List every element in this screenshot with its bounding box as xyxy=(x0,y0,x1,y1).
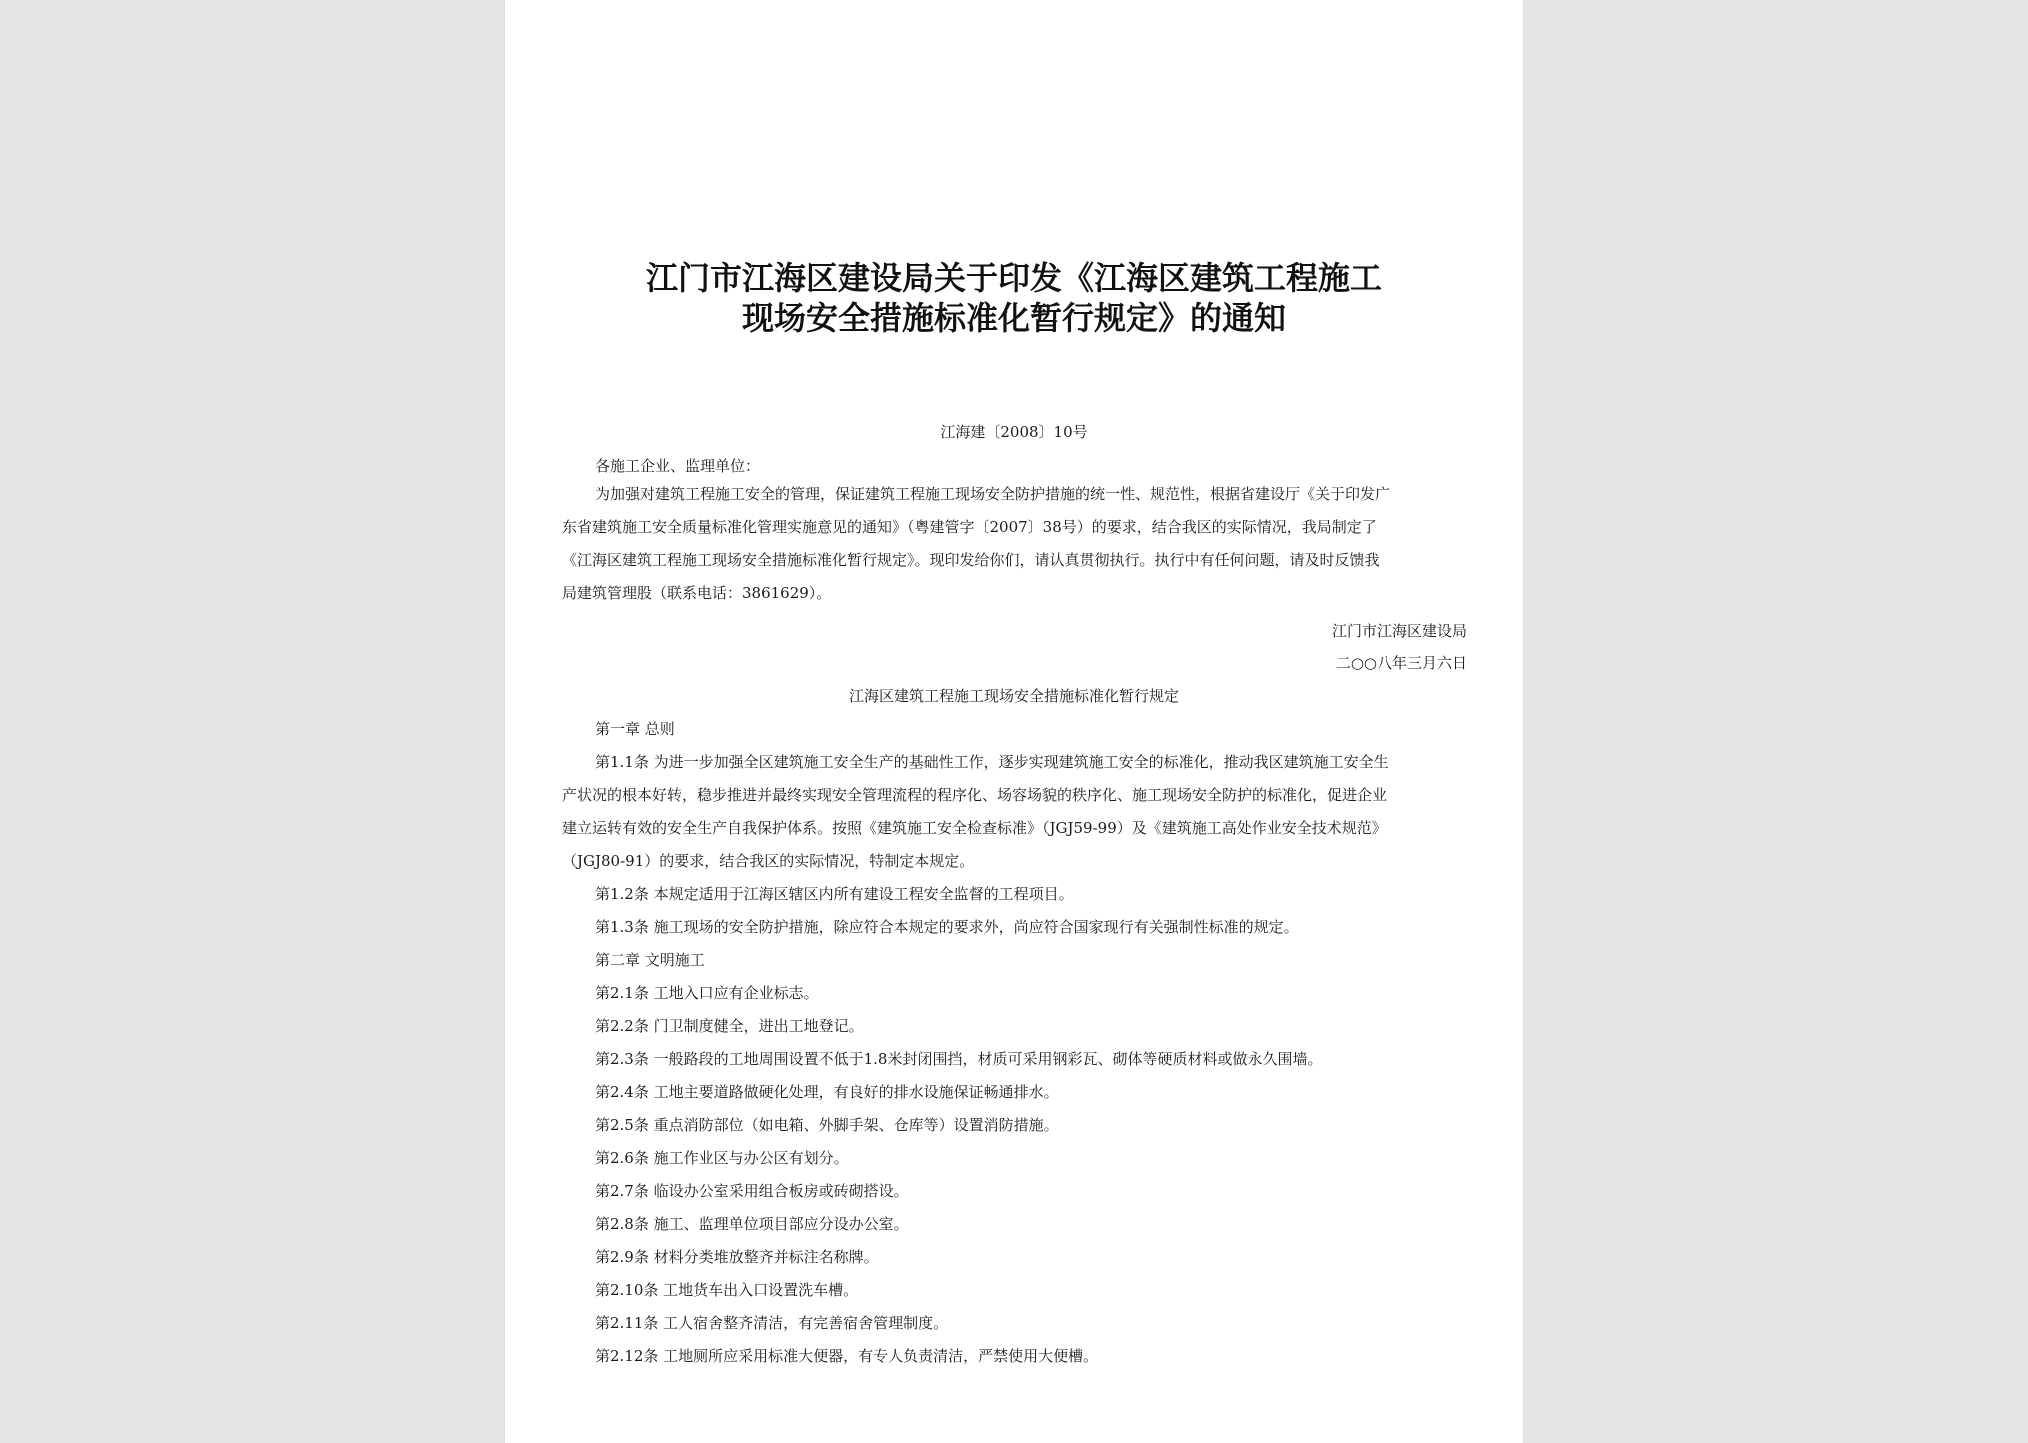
document-page xyxy=(505,0,1523,1443)
document-number: 江海建〔2008〕10号 xyxy=(940,423,1088,441)
regulation-line: 第2.4条 工地主要道路做硬化处理，有良好的排水设施保证畅通排水。 xyxy=(595,1083,1059,1101)
regulation-line: 第2.5条 重点消防部位（如电箱、外脚手架、仓库等）设置消防措施。 xyxy=(595,1116,1059,1134)
document-title xyxy=(505,258,1523,338)
regulation-line: 第2.9条 材料分类堆放整齐并标注名称牌。 xyxy=(595,1248,879,1266)
regulation-line: 第1.1条 为进一步加强全区建筑施工安全生产的基础性工作，逐步实现建筑施工安全的标准化，推动我区建筑施工安全生 xyxy=(595,753,1389,771)
regulation-line: （JGJ80-91）的要求，结合我区的实际情况，特制定本规定。 xyxy=(562,852,975,870)
regulation-line: 第2.6条 施工作业区与办公区有划分。 xyxy=(595,1149,849,1167)
regulation-line: 第1.3条 施工现场的安全防护措施，除应符合本规定的要求外，尚应符合国家现行有关强制性标准的规定。 xyxy=(595,918,1299,936)
regulation-line: 第1.2条 本规定适用于江海区辖区内所有建设工程安全监督的工程项目。 xyxy=(595,885,1074,903)
intro-line: 为加强对建筑工程施工安全的管理，保证建筑工程施工现场安全防护措施的统一性、规范性，根据省建设厅《关于印发广 xyxy=(595,485,1391,503)
regulation-line: 第2.7条 临设办公室采用组合板房或砖砌搭设。 xyxy=(595,1182,909,1200)
title-line-2: 现场安全措施标准化暂行规定》的通知 xyxy=(741,299,1286,337)
regulation-body xyxy=(562,713,1472,1373)
intro-line: 东省建筑施工安全质量标准化管理实施意见的通知》（粤建管字〔2007〕38号）的要求，结合我区的实际情况，我局制定了 xyxy=(562,518,1377,536)
regulation-line: 第2.10条 工地货车出入口设置洗车槽。 xyxy=(595,1281,859,1299)
regulation-line: 第2.12条 工地厕所应采用标准大便器，有专人负责清洁，严禁使用大便槽。 xyxy=(595,1347,1099,1365)
intro-line: 《江海区建筑工程施工现场安全措施标准化暂行规定》。现印发给你们，请认真贯彻执行。执行中有任何问题，请及时反馈我 xyxy=(562,551,1380,569)
signature-date: 二○○八年三月六日 xyxy=(1335,654,1467,672)
regulation-line: 第2.3条 一般路段的工地周围设置不低于1.8米封闭围挡，材质可采用钢彩瓦、砌体等硬质材料或做永久围墙。 xyxy=(595,1050,1323,1068)
salutation: 各施工企业、监理单位： xyxy=(595,457,761,475)
title-line-1: 江门市江海区建设局关于印发《江海区建筑工程施工 xyxy=(645,259,1382,297)
regulation-line: 第二章 文明施工 xyxy=(595,951,705,969)
regulation-line: 第2.1条 工地入口应有企业标志。 xyxy=(595,984,819,1002)
regulation-line: 产状况的根本好转，稳步推进并最终实现安全管理流程的程序化、场容场貌的秩序化、施工现场安全防护的标准化，促进企业 xyxy=(562,786,1388,804)
regulation-line: 第一章 总则 xyxy=(595,720,675,738)
regulation-title: 江海区建筑工程施工现场安全措施标准化暂行规定 xyxy=(848,687,1179,705)
intro-paragraph xyxy=(562,478,1472,610)
intro-line: 局建筑管理股（联系电话：3861629）。 xyxy=(562,584,832,602)
regulation-line: 建立运转有效的安全生产自我保护体系。按照《建筑施工安全检查标准》（JGJ59-99）及《建筑施工高处作业安全技术规范》 xyxy=(562,819,1387,837)
regulation-line: 第2.11条 工人宿舍整齐清洁，有完善宿舍管理制度。 xyxy=(595,1314,949,1332)
regulation-line: 第2.2条 门卫制度健全，进出工地登记。 xyxy=(595,1017,864,1035)
signature-organization: 江门市江海区建设局 xyxy=(1331,622,1467,640)
regulation-line: 第2.8条 施工、监理单位项目部应分设办公室。 xyxy=(595,1215,909,1233)
